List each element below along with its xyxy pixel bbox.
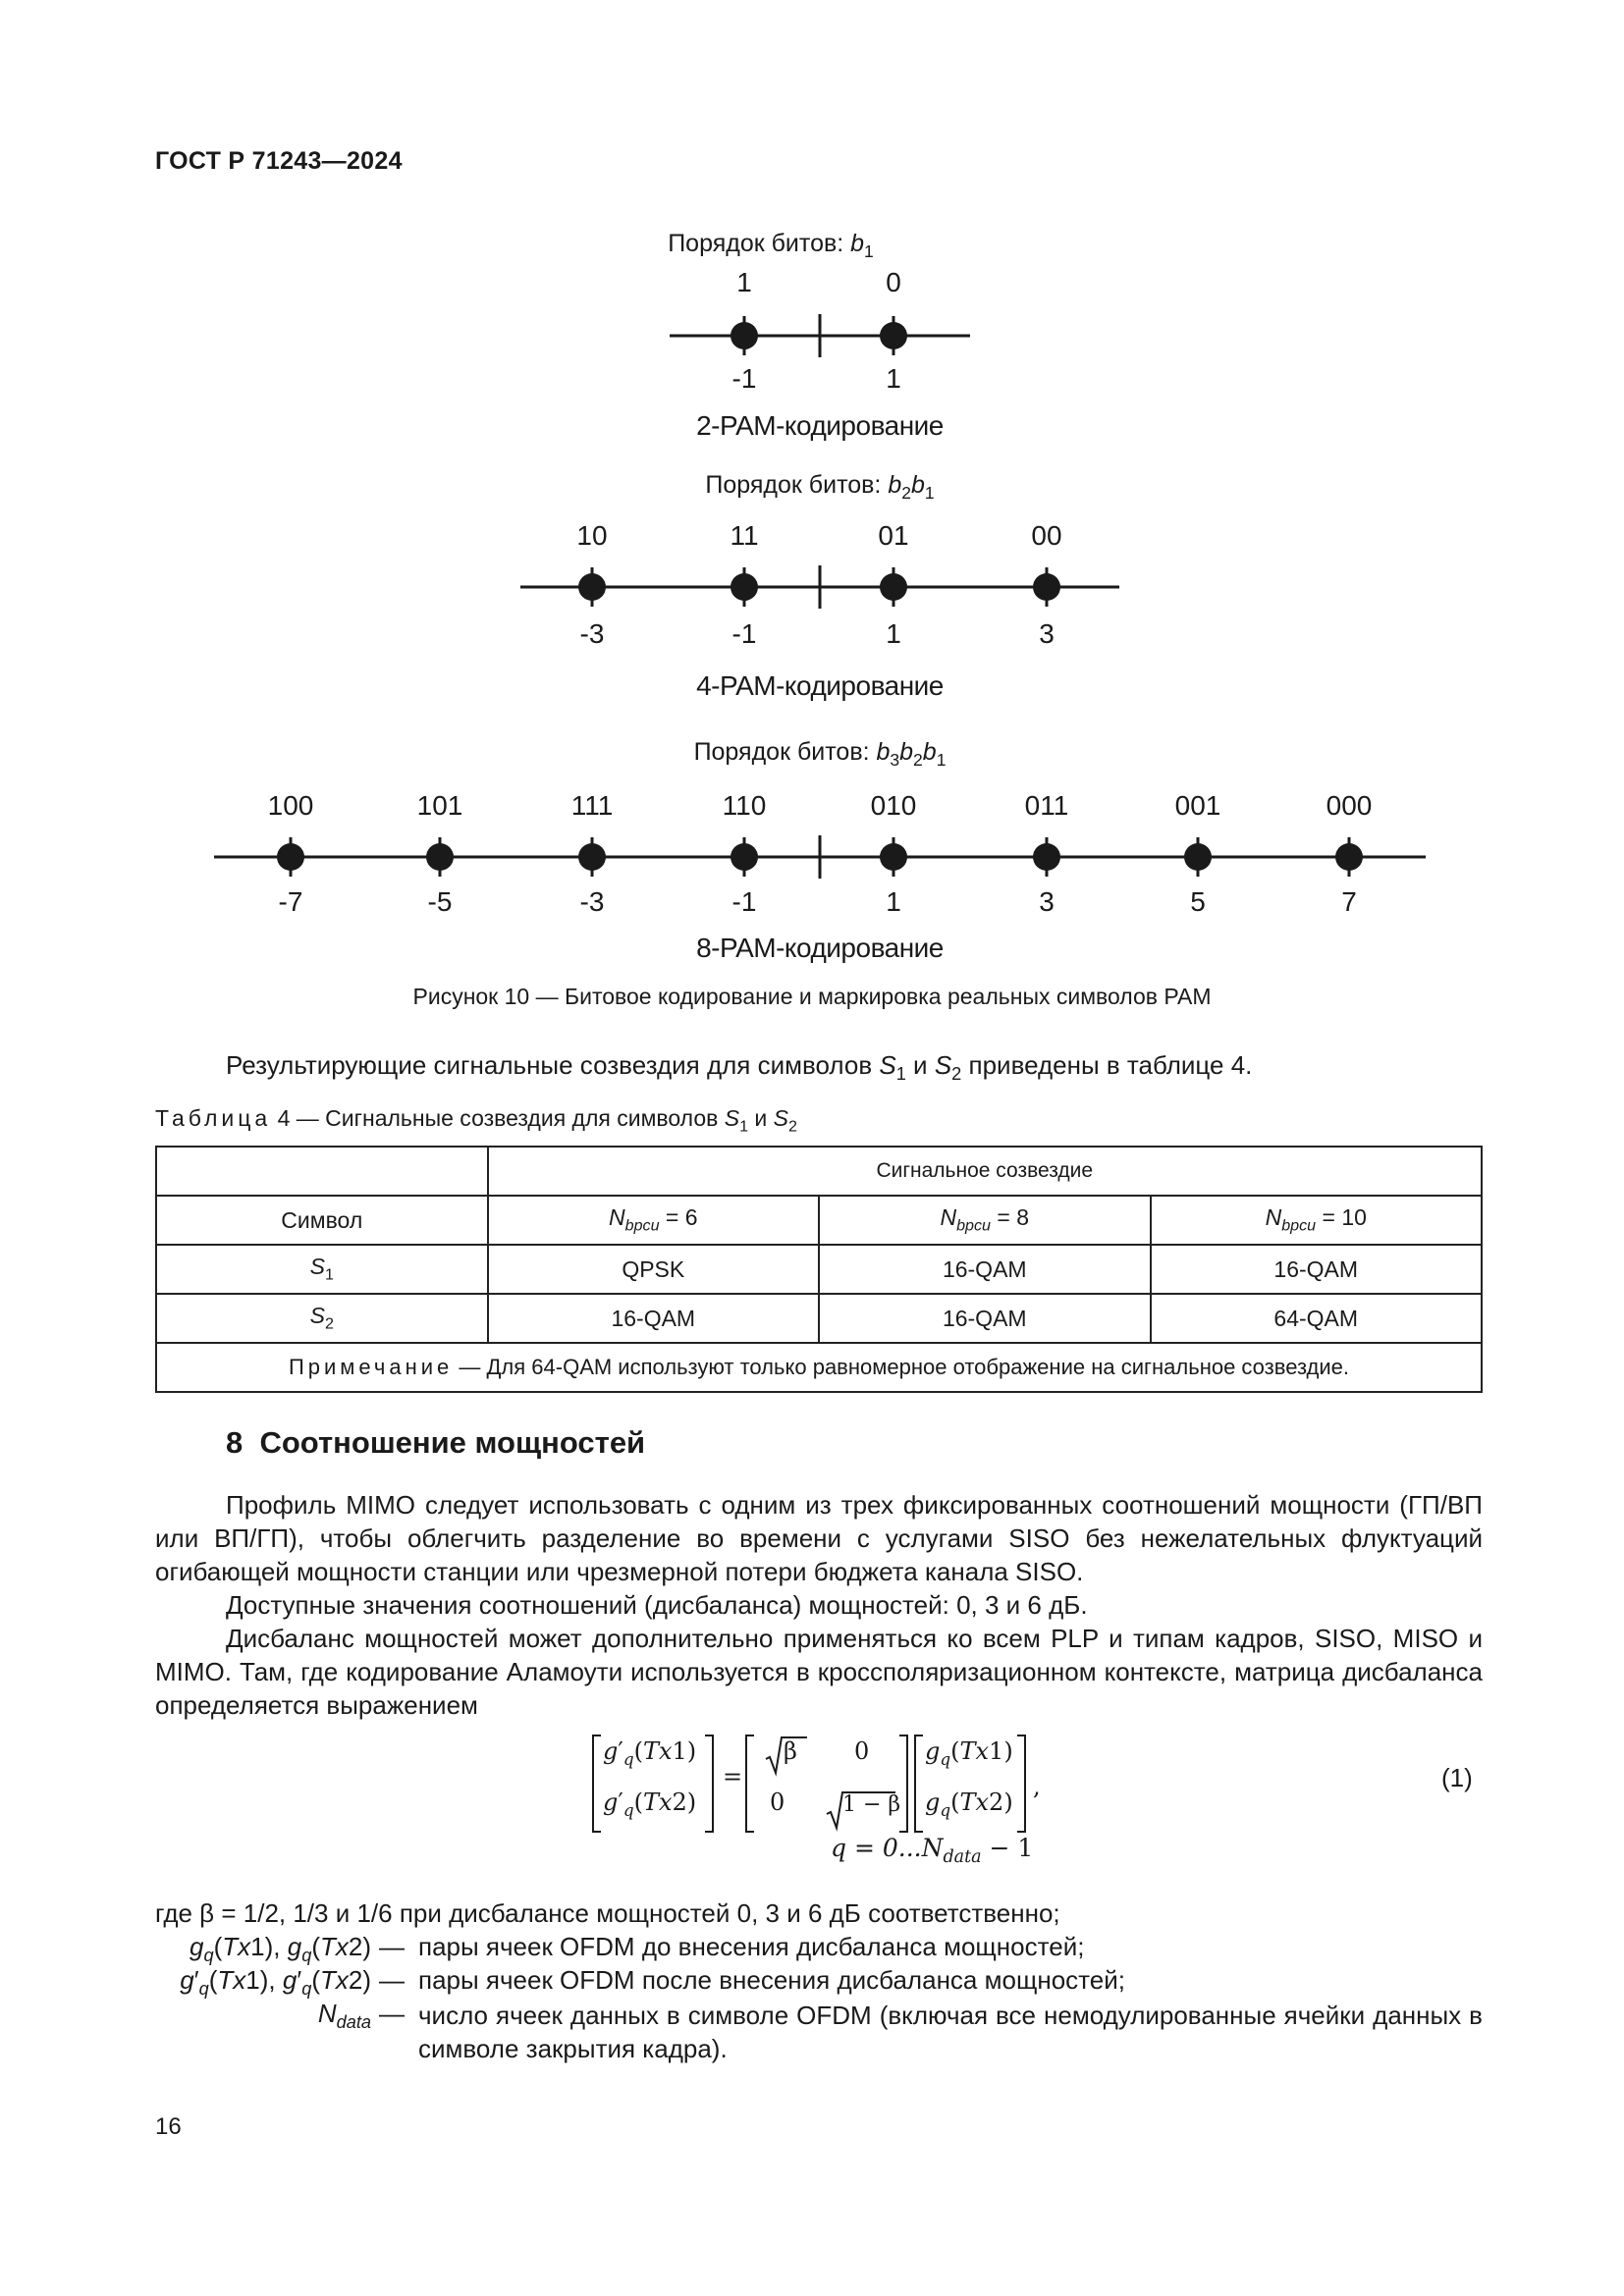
point-2pam-2 bbox=[880, 322, 907, 349]
formula-zero-1: 0 bbox=[854, 1737, 870, 1765]
point-8pam-6 bbox=[1033, 843, 1060, 871]
code-label: 100 bbox=[267, 790, 314, 821]
definition-dash: — bbox=[379, 1932, 405, 1961]
formula-comma: , bbox=[1033, 1773, 1041, 1800]
paragraph-1: Профиль MIMO следует использовать с одним из трех фиксированных соотношений мощности (ГП/ВП или ВП/ГП), чтобы облегчить разделение во времени с услугами SISO без нежелательных флуктуаций огибающей мощности станции или чрезмерной потери бюджета канала SISO. bbox=[155, 1490, 1483, 1586]
point-8pam-2 bbox=[426, 843, 454, 871]
point-4pam-2 bbox=[731, 573, 758, 601]
paragraph-2: Доступные значения соотношений (дисбаланса) мощностей: 0, 3 и 6 дБ. bbox=[226, 1590, 1088, 1620]
constellation-table bbox=[155, 1146, 1483, 1393]
point-2pam-1 bbox=[731, 322, 758, 349]
label-4pam: 4-PAM-кодирование bbox=[696, 670, 944, 701]
label-2pam: 2-PAM-кодирование bbox=[696, 410, 944, 441]
formula-matrix bbox=[589, 1730, 1060, 1842]
point-8pam-1 bbox=[277, 843, 304, 871]
bit-order-8pam: Порядок битов: $b_3b_2b_1$ bbox=[693, 738, 947, 770]
definition-dash: — bbox=[379, 1965, 405, 1995]
code-label: 0 bbox=[886, 267, 901, 297]
value-label: 1 bbox=[886, 886, 901, 917]
table-cell: 16-QAM bbox=[819, 1245, 1150, 1294]
table-row bbox=[156, 1245, 1482, 1294]
formula-equals: = bbox=[723, 1763, 743, 1790]
point-8pam-3 bbox=[578, 843, 606, 871]
definition-text: пары ячеек OFDM после внесения дисбаланса мощностей; bbox=[418, 1965, 1125, 1995]
formula-q-range: $q = 0...N_{data} - 1$ bbox=[831, 1834, 1034, 1867]
value-label: -1 bbox=[731, 618, 757, 649]
formula-beta: β bbox=[784, 1737, 797, 1765]
code-label: 011 bbox=[1024, 790, 1069, 821]
value-label: -3 bbox=[579, 618, 605, 649]
definition-text: пары ячеек OFDM до внесения дисбаланса мощностей; bbox=[418, 1932, 1085, 1961]
code-label: 111 bbox=[570, 790, 614, 821]
bit-order-2pam: Порядок битов: $b_1$ bbox=[668, 230, 874, 261]
intro-paragraph: Результирующие сигнальные созвездия для символов $S_1$ и $S_2$ приведены в таблице 4. bbox=[226, 1050, 1253, 1085]
formula-one-minus-beta: 1 − β bbox=[842, 1792, 901, 1817]
bit-order-4pam: Порядок битов: $b_2b_1$ bbox=[705, 471, 935, 503]
definition-term-ndata: $N_{data}$ bbox=[317, 1999, 371, 2033]
value-label: 1 bbox=[886, 618, 901, 649]
definition-text: число ячеек данных в символе OFDM (включая все немодулированные ячейки данных в символе закрытия кадра). bbox=[418, 2001, 1483, 2063]
point-8pam-4 bbox=[731, 843, 758, 871]
table-cell: 64-QAM bbox=[1151, 1294, 1483, 1343]
code-label: 10 bbox=[576, 520, 608, 551]
formula-g-2: $g_q(Tx2)$ bbox=[925, 1789, 1013, 1820]
formula-g-prime-1: $g'_q(Tx1)$ bbox=[603, 1737, 697, 1769]
figure-caption: Рисунок 10 — Битовое кодирование и маркировка реальных символов PAM bbox=[412, 984, 1212, 1009]
table-row bbox=[156, 1294, 1482, 1343]
value-label: -1 bbox=[731, 363, 757, 394]
point-8pam-7 bbox=[1184, 843, 1212, 871]
empty-header-cell bbox=[156, 1147, 488, 1196]
value-label: 1 bbox=[886, 363, 901, 394]
code-label: 110 bbox=[722, 790, 767, 821]
value-label: 3 bbox=[1039, 618, 1055, 649]
value-label: -7 bbox=[278, 886, 303, 917]
code-label: 01 bbox=[878, 520, 909, 551]
definition-term-g-prime: $g'_q(Tx1)$, $g'_q(Tx2)$ bbox=[180, 1965, 371, 2000]
symbol-cell: $S_1$ bbox=[156, 1245, 488, 1294]
value-label: 3 bbox=[1039, 886, 1055, 917]
table-cell: 16-QAM bbox=[488, 1294, 820, 1343]
code-label: 11 bbox=[730, 520, 759, 551]
formula-number: (1) bbox=[1441, 1763, 1473, 1792]
symbol-header: Символ bbox=[156, 1196, 488, 1245]
table-note: Примечание — Для 64-QAM используют только равномерное отображение на сигнальное созвездие. bbox=[156, 1343, 1482, 1392]
definition-term-g: $g_q(Tx1)$, $g_q(Tx2)$ bbox=[189, 1932, 371, 1966]
value-label: -3 bbox=[579, 886, 605, 917]
table-cell: 16-QAM bbox=[819, 1294, 1150, 1343]
page-number: 16 bbox=[155, 2113, 182, 2140]
definition-where: где β = 1/2, 1/3 и 1/6 при дисбалансе мощностей 0, 3 и 6 дБ соответственно; bbox=[155, 1898, 1060, 1928]
column-header: $N_{bpcu} = 8$ bbox=[819, 1196, 1150, 1245]
code-label: 001 bbox=[1174, 790, 1221, 821]
formula-g-prime-2: $g'_q(Tx2)$ bbox=[603, 1789, 697, 1820]
table-title: Таблица 4 — Сигнальные созвездия для символов $S_1$ и $S_2$ bbox=[155, 1105, 797, 1136]
value-label: -1 bbox=[731, 886, 757, 917]
point-4pam-3 bbox=[880, 573, 907, 601]
label-8pam: 8-PAM-кодирование bbox=[696, 933, 944, 963]
code-label: 010 bbox=[870, 790, 917, 821]
point-4pam-1 bbox=[578, 573, 606, 601]
section-heading: 8 Соотношение мощностей bbox=[226, 1425, 646, 1460]
column-header: $N_{bpcu} = 10$ bbox=[1151, 1196, 1483, 1245]
code-label: 1 bbox=[736, 267, 752, 297]
formula-zero-2: 0 bbox=[770, 1789, 785, 1816]
group-header: Сигнальное созвездие bbox=[488, 1147, 1482, 1196]
formula-g-1: $g_q(Tx1)$ bbox=[925, 1737, 1013, 1769]
paragraph-3: Дисбаланс мощностей может дополнительно применяться ко всем PLP и типам кадров, SISO, MISO и MIMO. Там, где кодирование Аламоути используется в кроссполяризационном контексте, матрица дисбаланса определяется выражением bbox=[155, 1624, 1483, 1720]
symbol-cell: $S_2$ bbox=[156, 1294, 488, 1343]
code-label: 00 bbox=[1031, 520, 1062, 551]
value-label: 7 bbox=[1341, 886, 1357, 917]
definition-dash: — bbox=[379, 1999, 405, 2028]
point-4pam-4 bbox=[1033, 573, 1060, 601]
value-label: -5 bbox=[427, 886, 453, 917]
table-cell: 16-QAM bbox=[1151, 1245, 1483, 1294]
code-label: 101 bbox=[416, 790, 463, 821]
value-label: 5 bbox=[1190, 886, 1206, 917]
column-header: $N_{bpcu} = 6$ bbox=[488, 1196, 820, 1245]
document-header: ГОСТ Р 71243—2024 bbox=[155, 147, 403, 175]
table-cell: QPSK bbox=[488, 1245, 820, 1294]
point-8pam-5 bbox=[880, 843, 907, 871]
code-label: 000 bbox=[1326, 790, 1373, 821]
point-8pam-8 bbox=[1335, 843, 1363, 871]
